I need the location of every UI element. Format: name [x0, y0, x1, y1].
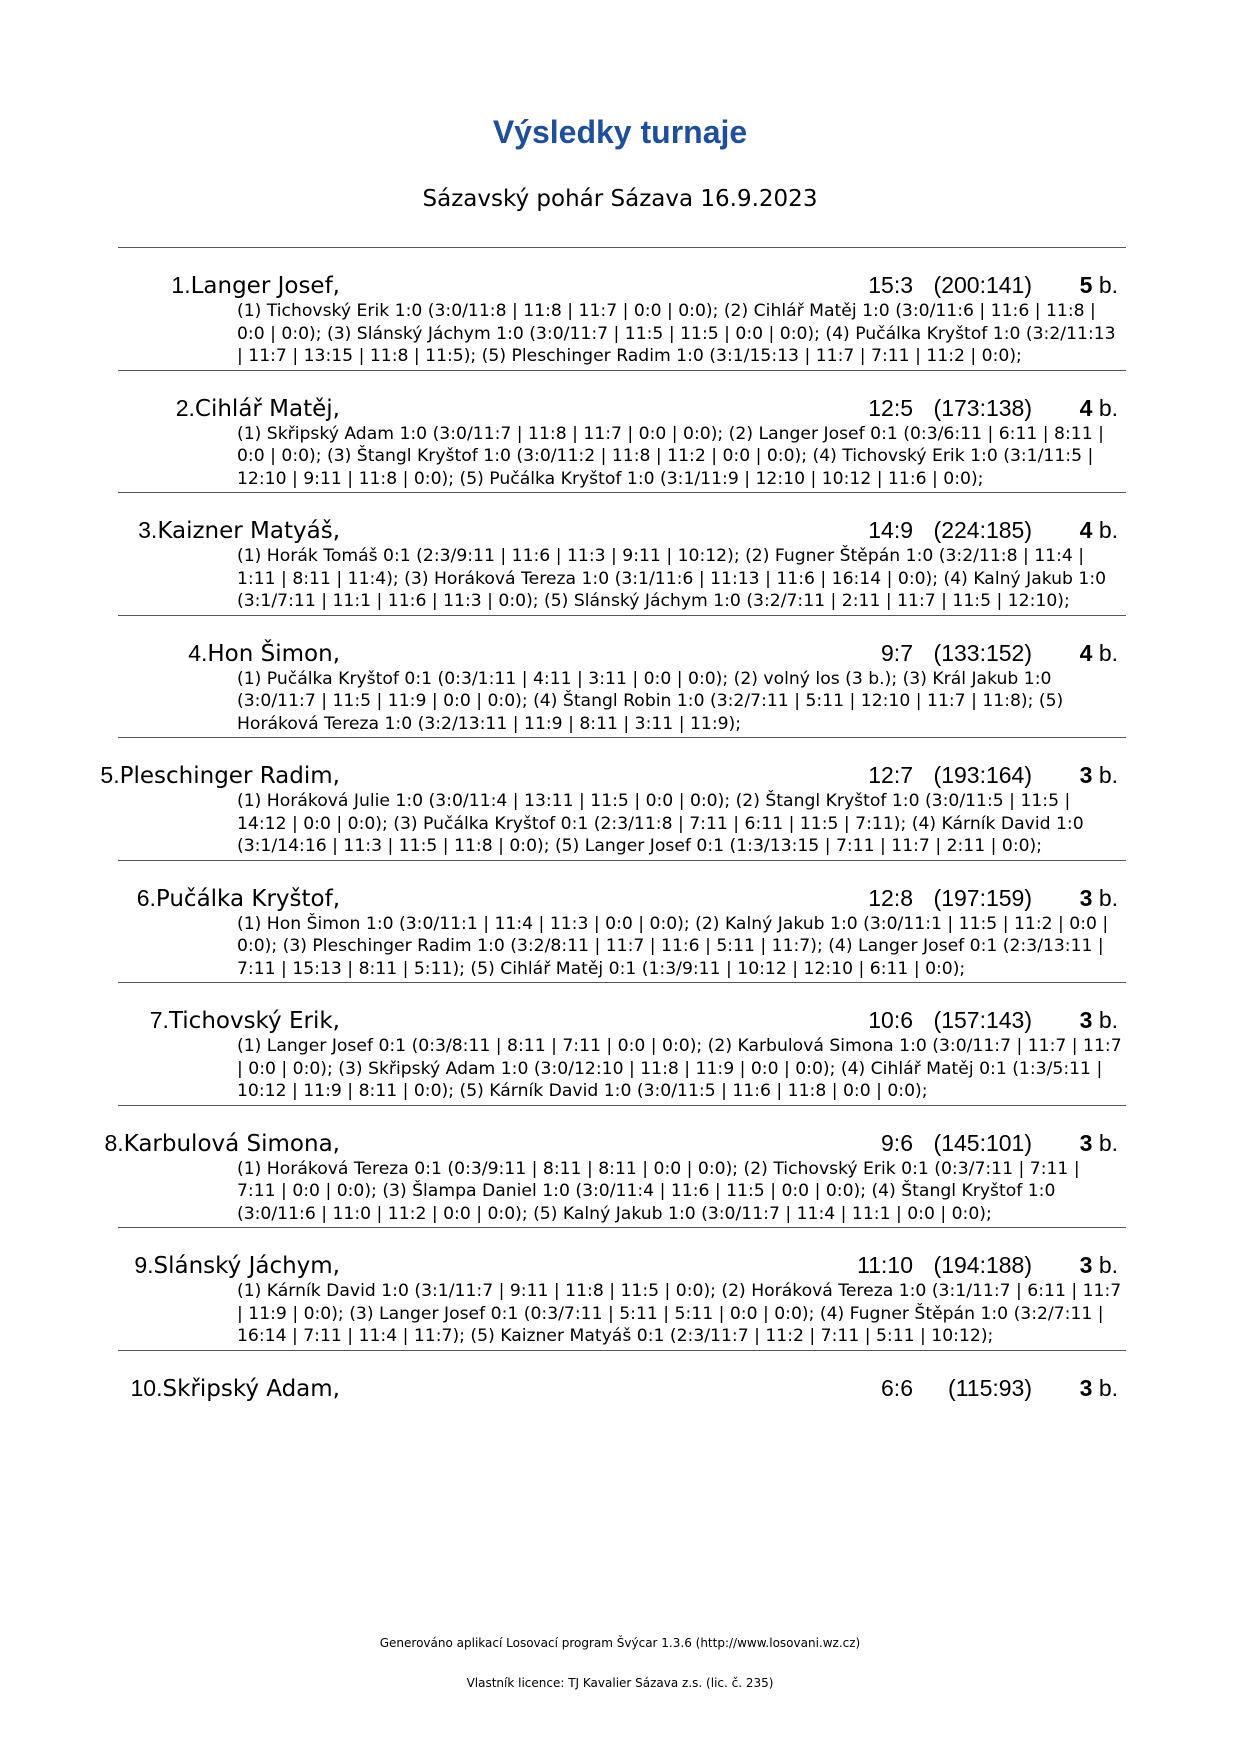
points-value: 4 — [1079, 517, 1093, 543]
player-score: 10:6 — [868, 1007, 913, 1033]
player-name: Langer Josef, — [190, 273, 340, 299]
result-entry — [100, 738, 1126, 861]
player-name-line — [188, 640, 340, 667]
points-value: 4 — [1079, 394, 1093, 421]
player-rank: 8. — [104, 1129, 124, 1156]
match-details: (1) Skřipský Adam 1:0 (3:0/11:7 | 11:8 | 11:7 | 0:0 | 0:0); (2) Langer Josef 0:1 (0:3/6:11 | 6:11 | 8:11 | 0:0 | 0:0); (3) Štangl Kryštof 1:0 (3:0/11:2 | 11:8 | 11:2 | 0:0 | 0:0); (4) Tichovský Erik 1:0 (3:1/11:5 | 12:10 | 9:11 | 11:8 | 0:0); (5) Pučálka Kryštof 1:0 (3:1/11:9 | 12:10 | 10:12 | 11:6 | 0:0); — [237, 423, 1104, 489]
points-value: 3 — [1079, 1252, 1093, 1278]
points-suffix: b. — [1098, 272, 1118, 298]
points-suffix: b. — [1098, 1374, 1118, 1401]
player-name: Slánský Jáchym, — [153, 1253, 340, 1279]
result-entry — [118, 371, 1126, 494]
points-value: 3 — [1079, 1007, 1093, 1033]
match-details: (1) Tichovský Erik 1:0 (3:0/11:8 | 11:8 | 11:7 | 0:0 | 0:0); (2) Cihlář Matěj 1:0 (3:0/11:6 | 11:6 | 11:8 | 0:0 | 0:0); (3) Slánský Jáchym 1:0 (3:0/11:7 | 11:5 | 11:5 | 0:0 | 0:0); (4) Pučálka Kryštof 1:0 (3:2/11:13 | 11:7 | 13:15 | 11:8 | 11:5); (5) Pleschinger Radim 1:0 (3:1/15:13 | 11:7 | 7:11 | 11:2 | 0:0); — [237, 301, 1116, 366]
match-details: (1) Kárník David 1:0 (3:1/11:7 | 9:11 | 11:8 | 11:5 | 0:0); (2) Horáková Tereza 1:0 (3:1/11:7 | 6:11 | 11:7 | 11:9 | 0:0); (3) Langer Josef 0:1 (0:3/7:11 | 5:11 | 5:11 | 0:0 | 0:0); (4) Fugner Štěpán 1:0 (3:2/7:11 | 16:14 | 7:11 | 11:4 | 11:7); (5) Kaizner Matyáš 0:1 (2:3/11:7 | 11:2 | 7:11 | 5:11 | 10:12); — [237, 1281, 1122, 1346]
result-entry — [118, 616, 1126, 739]
result-header — [118, 1252, 1126, 1280]
result-header — [118, 395, 1126, 423]
footer-generated: Generováno aplikací Losovací program Švýcar 1.3.6 (http://www.losovani.wz.cz) — [379, 1636, 861, 1650]
player-rank: 1. — [171, 272, 191, 298]
player-name: Skřipský Adam, — [162, 1375, 340, 1402]
player-balls: (115:93) — [948, 1374, 1032, 1401]
player-rank: 4. — [188, 639, 208, 666]
points-suffix: b. — [1098, 762, 1118, 788]
points-suffix: b. — [1098, 884, 1118, 911]
match-details: (1) Horák Tomáš 0:1 (2:3/9:11 | 11:6 | 11:3 | 9:11 | 10:12); (2) Fugner Štěpán 1:0 (3:2/11:8 | 11:4 | 1:11 | 8:11 | 11:4); (3) Horáková Tereza 1:0 (3:1/11:6 | 11:13 | 11:6 | 16:14 | 0:0); (4) Kalný Jakub 1:0 (3:1/7:11 | 11:1 | 11:6 | 11:3 | 0:0); (5) Slánský Jáchym 1:0 (3:2/7:11 | 2:11 | 11:7 | 11:5 | 12:10); — [237, 546, 1107, 611]
player-name: Karbulová Simona, — [123, 1130, 340, 1157]
player-rank: 3. — [138, 517, 158, 543]
player-rank: 10. — [130, 1374, 163, 1401]
points-value: 3 — [1079, 762, 1093, 788]
result-entry — [118, 248, 1126, 371]
points-suffix: b. — [1098, 639, 1118, 666]
player-score: 9:6 — [881, 1129, 913, 1156]
points-suffix: b. — [1098, 1252, 1118, 1278]
result-entry — [118, 1228, 1126, 1351]
player-name: Hon Šimon, — [207, 640, 340, 667]
result-entry — [118, 983, 1126, 1106]
points-suffix: b. — [1098, 1007, 1118, 1033]
player-name-line — [171, 272, 340, 299]
result-entry — [118, 861, 1126, 984]
player-balls: (200:141) — [933, 272, 1032, 298]
player-rank: 7. — [149, 1007, 169, 1033]
player-name-line — [176, 395, 340, 422]
player-name: Tichovský Erik, — [168, 1008, 340, 1034]
player-name: Kaizner Matyáš, — [157, 518, 340, 544]
footer-license: Vlastník licence: TJ Kavalier Sázava z.s. (lic. č. 235) — [466, 1676, 774, 1690]
result-entry — [118, 493, 1126, 616]
points-suffix: b. — [1098, 1129, 1118, 1156]
player-name-line — [138, 517, 340, 544]
results-list — [100, 247, 1126, 1405]
result-entry — [104, 1106, 1126, 1229]
player-score: 12:5 — [868, 394, 913, 421]
player-score: 6:6 — [881, 1374, 913, 1401]
player-balls: (133:152) — [933, 639, 1032, 666]
match-details: (1) Hon Šimon 1:0 (3:0/11:1 | 11:4 | 11:3 | 0:0 | 0:0); (2) Kalný Jakub 1:0 (3:0/11:1 | 11:5 | 11:2 | 0:0 | 0:0); (3) Pleschinger Radim 1:0 (3:2/8:11 | 11:7 | 11:6 | 5:11 | 11:7); (4) Langer Josef 0:1 (2:3/13:11 | 7:11 | 15:13 | 8:11 | 5:11); (5) Cihlář Matěj 0:1 (1:3/9:11 | 10:12 | 12:10 | 6:11 | 0:0); — [237, 913, 1109, 979]
points-suffix: b. — [1098, 394, 1118, 421]
points-value: 3 — [1079, 1129, 1093, 1156]
player-score: 15:3 — [868, 272, 913, 298]
player-points — [1080, 885, 1118, 912]
points-value: 5 — [1079, 272, 1093, 298]
player-name: Cihlář Matěj, — [194, 395, 340, 422]
player-points — [1080, 640, 1118, 667]
result-entry — [118, 1351, 1126, 1405]
result-header — [118, 885, 1126, 913]
player-name-line — [134, 1252, 340, 1279]
player-name: Pučálka Kryštof, — [155, 885, 340, 912]
player-balls: (193:164) — [933, 762, 1032, 788]
result-header — [118, 1375, 1126, 1403]
player-points — [1080, 517, 1118, 544]
player-balls: (197:159) — [933, 884, 1032, 911]
player-balls: (173:138) — [933, 394, 1032, 421]
points-value: 3 — [1079, 884, 1093, 911]
player-rank: 5. — [100, 762, 120, 788]
result-header — [104, 1129, 1126, 1158]
player-points — [1080, 762, 1118, 789]
player-score: 12:7 — [868, 762, 913, 788]
player-points — [1080, 1007, 1118, 1034]
result-header — [100, 762, 1126, 790]
tournament-subtitle: Sázavský pohár Sázava 16.9.2023 — [422, 186, 818, 212]
result-header — [118, 640, 1126, 668]
player-name-line — [100, 762, 340, 789]
player-points — [1080, 395, 1118, 422]
player-score: 11:10 — [857, 1252, 913, 1278]
page-title: Výsledky turnaje — [492, 114, 748, 150]
result-header — [118, 272, 1126, 300]
player-name-line — [131, 1375, 341, 1402]
player-balls: (157:143) — [933, 1007, 1032, 1033]
points-value: 3 — [1079, 1374, 1093, 1401]
player-points — [1080, 1130, 1118, 1157]
player-name-line — [137, 885, 340, 912]
player-rank: 2. — [175, 394, 195, 421]
player-rank: 6. — [136, 884, 156, 911]
points-value: 4 — [1079, 639, 1093, 666]
points-suffix: b. — [1098, 517, 1118, 543]
player-rank: 9. — [134, 1252, 154, 1278]
player-score: 12:8 — [868, 884, 913, 911]
player-name-line — [104, 1130, 340, 1157]
player-name: Pleschinger Radim, — [119, 763, 340, 789]
player-points — [1080, 1375, 1118, 1402]
player-balls: (194:188) — [933, 1252, 1032, 1278]
match-details: (1) Horáková Julie 1:0 (3:0/11:4 | 13:11 | 11:5 | 0:0 | 0:0); (2) Štangl Kryštof 1:0 (3:0/11:5 | 11:5 | 14:12 | 0:0 | 0:0); (3) Pučálka Kryštof 0:1 (2:3/11:8 | 7:11 | 6:11 | 11:5 | 7:11); (4) Kárník David 1:0 (3:1/14:16 | 11:3 | 11:5 | 11:8 | 0:0); (5) Langer Josef 0:1 (1:3/13:15 | 7:11 | 11:7 | 2:11 | 0:0); — [237, 791, 1084, 856]
player-score: 9:7 — [881, 639, 913, 666]
player-balls: (224:185) — [933, 517, 1032, 543]
match-details: (1) Langer Josef 0:1 (0:3/8:11 | 8:11 | 7:11 | 0:0 | 0:0); (2) Karbulová Simona 1:0 (3:0/11:7 | 11:7 | 11:7 | 0:0 | 0:0); (3) Skřipský Adam 1:0 (3:0/12:10 | 11:8 | 11:9 | 0:0 | 0:0); (4) Cihlář Matěj 0:1 (1:3/5:11 | 10:12 | 11:9 | 8:11 | 0:0); (5) Kárník David 1:0 (3:0/11:5 | 11:6 | 11:8 | 0:0 | 0:0); — [237, 1036, 1122, 1101]
player-score: 14:9 — [868, 517, 913, 543]
player-balls: (145:101) — [933, 1129, 1032, 1156]
player-name-line — [150, 1007, 340, 1034]
player-points — [1080, 272, 1118, 299]
result-header — [118, 517, 1126, 545]
player-points — [1080, 1252, 1118, 1279]
result-header — [118, 1007, 1126, 1035]
match-details: (1) Pučálka Kryštof 0:1 (0:3/1:11 | 4:11 | 3:11 | 0:0 | 0:0); (2) volný los (3 b.); (3) Král Jakub 1:0 (3:0/11:7 | 11:5 | 11:9 | 0:0 | 0:0); (4) Štangl Robin 1:0 (3:2/7:11 | 5:11 | 12:10 | 11:7 | 11:8); (5) Horáková Tereza 1:0 (3:2/13:11 | 11:9 | 8:11 | 3:11 | 11:9); — [237, 668, 1064, 734]
match-details: (1) Horáková Tereza 0:1 (0:3/9:11 | 8:11 | 8:11 | 0:0 | 0:0); (2) Tichovský Erik 0:1 (0:3/7:11 | 7:11 | 7:11 | 0:0 | 0:0); (3) Šlampa Daniel 1:0 (3:0/11:4 | 11:6 | 11:5 | 0:0 | 0:0); (4) Štangl Kryštof 1:0 (3:0/11:6 | 11:0 | 11:2 | 0:0 | 0:0); (5) Kalný Jakub 1:0 (3:0/11:7 | 11:4 | 11:1 | 0:0 | 0:0); — [237, 1158, 1080, 1224]
